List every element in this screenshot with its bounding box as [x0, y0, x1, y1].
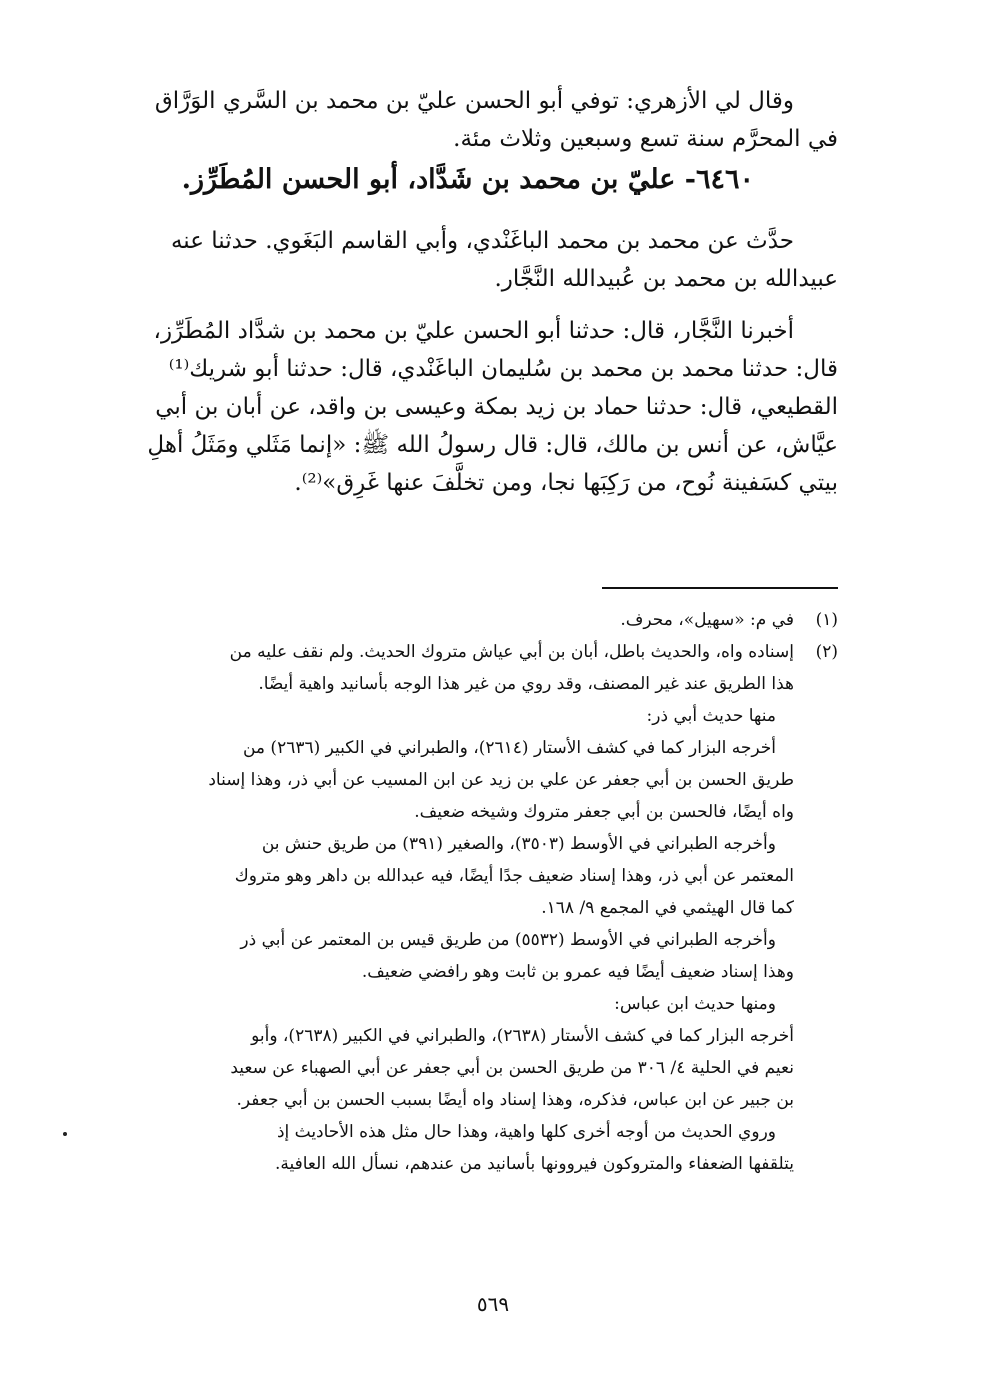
footnote-line: واه أيضًا، فالحسن بن أبي جعفر متروك وشيخه ضعيف. — [414, 802, 794, 822]
footnote-text: في م: «سهيل»، محرف. — [620, 610, 794, 630]
footnote-2 — [150, 636, 838, 668]
footnote-line: المعتمر عن أبي ذر، وهذا إسناد ضعيف جدًا أيضًا، فيه عبدالله بن داهر وهو متروك — [234, 866, 794, 886]
footnote-line: أخرجه البزار كما في كشف الأستار (٢٦١٤)، والطبراني في الكبير (٢٦٣٦) من — [242, 738, 776, 758]
footnote-1 — [150, 604, 838, 636]
footnote-line: بن جبير عن ابن عباس، فذكره، وهذا إسناد واه أيضًا بسبب الحسن بن أبي جعفر. — [236, 1090, 794, 1110]
footnote-text: إسناده واه، والحديث باطل، أبان بن أبي عياش متروك الحديث. ولم نقف عليه من — [229, 642, 794, 662]
footnote-line: وروي الحديث من أوجه أخرى كلها واهية، وهذا حال مثل هذه الأحاديث إذ — [276, 1122, 776, 1142]
main-text — [147, 82, 838, 502]
paragraph-line: حدَّث عن محمد بن محمد الباغَنْدي، وأبي القاسم البَغَوي. حدثنا عنه — [170, 228, 794, 254]
paragraph-line: القطيعي، قال: حدثنا حماد بن زيد بمكة وعيسى بن واقد، عن أبان بن أبي — [155, 394, 838, 420]
footnotes — [150, 604, 838, 1180]
footnote-separator — [602, 587, 838, 589]
page-number: ٥٦٩ — [476, 1292, 510, 1316]
paragraph-line: عيَّاش، عن أنس بن مالك، قال: قال رسولُ الله ﷺ: «إنما مَثَلي ومَثَلُ أهلِ — [147, 432, 838, 458]
footnote-line: أخرجه البزار كما في كشف الأستار (٢٦٣٨)، والطبراني في الكبير (٢٦٣٨)، وأبو — [251, 1026, 794, 1046]
footnote-intro: ومنها حديث ابن عباس: — [614, 994, 776, 1014]
footnote-line: وهذا إسناد ضعيف أيضًا فيه عمرو بن ثابت وهو رافضي ضعيف. — [361, 962, 794, 982]
paragraph-gap — [150, 298, 838, 312]
footnote-line: كما قال الهيثمي في المجمع ٩/ ١٦٨. — [541, 898, 794, 918]
footnote-line: نعيم في الحلية ٤/ ٣٠٦ من طريق الحسن بن أبي جعفر عن أبي الصهباء عن سعيد — [230, 1058, 794, 1078]
footnote-number: (٢) — [815, 642, 838, 662]
footnote-line: طريق الحسن بن أبي جعفر عن علي بن زيد عن ابن المسيب عن أبي ذر، وهذا إسناد — [208, 770, 794, 790]
opening-line: وقال لي الأزهري: توفي أبو الحسن عليّ بن محمد بن السَّري الوَرَّاق — [154, 88, 794, 114]
footnote-intro: منها حديث أبي ذر: — [646, 706, 776, 726]
scan-speck — [63, 1132, 67, 1136]
paragraph-line: عبيدالله بن محمد بن عُبيدالله النَّجَّار. — [494, 266, 838, 292]
paragraph-line: قال: حدثنا محمد بن محمد بن سُليمان الباغَنْدي، قال: حدثنا أبو شريك⁽¹⁾ — [168, 356, 838, 382]
footnote-line: هذا الطريق عند غير المصنف، وقد روي من غير هذا الوجه بأسانيد واهية أيضًا. — [258, 674, 794, 694]
paragraph-line: أخبرنا النَّجَّار، قال: حدثنا أبو الحسن عليّ بن محمد بن شدَّاد المُطَرِّز، — [153, 318, 794, 344]
footnote-line: وأخرجه الطبراني في الأوسط (٥٥٣٢) من طريق قيس بن المعتمر عن أبي ذر — [240, 930, 776, 950]
entry-heading: ٦٤٦٠- عليّ بن محمد بن شَدَّاد، أبو الحسن المُطَرِّز. — [181, 164, 754, 195]
footnote-number: (١) — [815, 610, 838, 630]
paragraph-line: بيتي كسَفينة نُوح، من رَكِبَها نجا، ومن تخلَّفَ عنها غَرِق»⁽²⁾. — [294, 470, 838, 496]
footnote-line: وأخرجه الطبراني في الأوسط (٣٥٠٣)، والصغير (٣٩١) من طريق حنش بن — [261, 834, 776, 854]
footnote-line: يتلقفها الضعفاء والمتروكون فيروونها بأسانيد من عندهم، نسأل الله العافية. — [274, 1154, 794, 1174]
opening-line: في المحرَّم سنة تسع وسبعين وثلاث مئة. — [453, 126, 838, 152]
